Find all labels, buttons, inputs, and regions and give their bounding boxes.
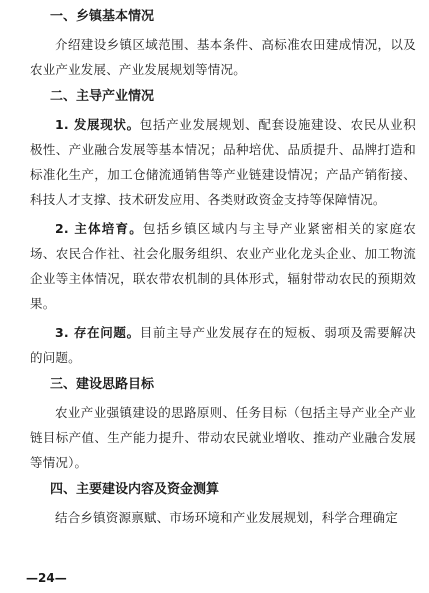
paragraph-construction-goals bbox=[30, 400, 416, 475]
paragraph-lead: 1. 发展现状。 bbox=[55, 117, 140, 132]
section-heading-township-basics: 一、乡镇基本情况 bbox=[50, 9, 155, 24]
paragraph-text: 农业产业强镇建设的思路原则、任务目标（包括主导产业全产业链目标产值、生产能力提升、带动农民就业增收、推动产业融合发展等情况）。 bbox=[30, 405, 416, 470]
document-body bbox=[30, 6, 416, 534]
paragraph-existing-problems bbox=[30, 320, 416, 370]
paragraph-content-funding bbox=[30, 505, 416, 530]
paragraph-lead: 3. 存在问题。 bbox=[55, 325, 140, 340]
paragraph-text: 包括乡镇区域内与主导产业紧密相关的家庭农场、农民合作社、社会化服务组织、农业产业化龙头企业、加工物流企业等主体情况，联农带农机制的具体形式，辐射带动农民的预期效果。 bbox=[30, 221, 416, 311]
page-number: —24— bbox=[26, 571, 67, 585]
paragraph-text: 介绍建设乡镇区域范围、基本条件、高标准农田建成情况，以及农业产业发展、产业发展规划等情况。 bbox=[30, 37, 416, 77]
section-heading-construction-goals: 三、建设思路目标 bbox=[50, 377, 155, 392]
paragraph-lead: 2. 主体培育。 bbox=[55, 221, 143, 236]
paragraph-township-basics bbox=[30, 32, 416, 82]
paragraph-development-status bbox=[30, 112, 416, 212]
section-heading-content-funding: 四、主要建设内容及资金测算 bbox=[50, 482, 220, 497]
section-heading-leading-industry: 二、主导产业情况 bbox=[50, 89, 155, 104]
paragraph-text: 结合乡镇资源禀赋、市场环境和产业发展规划，科学合理确定 bbox=[55, 510, 398, 525]
paragraph-entity-cultivation bbox=[30, 216, 416, 316]
paragraph-text: 包括产业发展规划、配套设施建设、农民从业积极性、产业融合发展等基本情况；品种培优、品质提升、品牌打造和标准化生产，加工仓储流通销售等产业链建设情况；产品产销衔接、科技人才支撑、技术研发应用、各类财政资金支持等保障情况。 bbox=[30, 117, 416, 207]
paragraph-text: 目前主导产业发展存在的短板、弱项及需要解决的问题。 bbox=[30, 325, 416, 365]
